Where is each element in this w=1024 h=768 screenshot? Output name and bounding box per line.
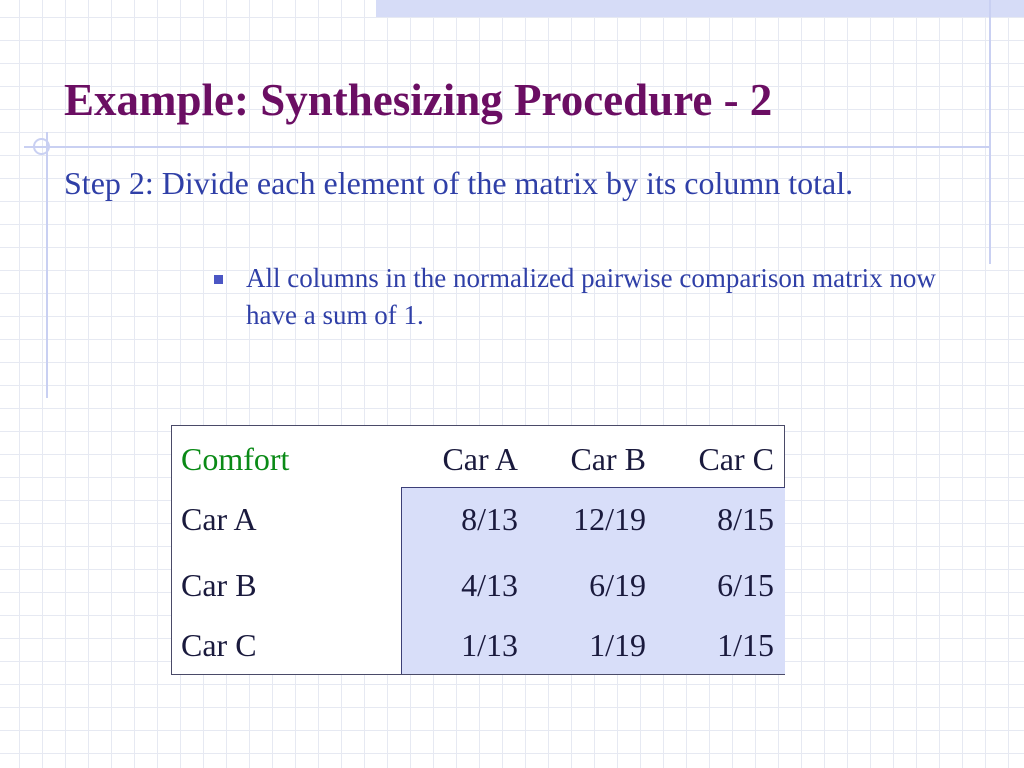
normalized-comparison-matrix (171, 425, 785, 675)
bullet-text: All columns in the normalized pairwise comparison matrix now have a sum of 1. (246, 263, 936, 330)
top-accent-bar (376, 0, 1024, 17)
column-header-car-a: Car A (442, 441, 518, 477)
bullet-point (214, 260, 974, 334)
matrix-cell: 4/13 (461, 567, 518, 603)
column-header-car-c: Car C (698, 441, 774, 477)
column-header-car-b: Car B (570, 441, 646, 477)
matrix-cell: 12/19 (573, 501, 646, 537)
row-label-car-c: Car C (181, 627, 257, 663)
matrix-cell: 8/15 (717, 501, 774, 537)
slide-title: Example: Synthesizing Procedure - 2 (64, 75, 773, 125)
step-text: Step 2: Divide each element of the matrix by its column total. (64, 165, 854, 201)
matrix-cell: 8/13 (461, 501, 518, 537)
matrix-cell: 1/15 (717, 627, 774, 663)
row-label-car-a: Car A (181, 501, 257, 537)
square-bullet-icon (214, 275, 223, 284)
matrix-cell: 6/19 (589, 567, 646, 603)
matrix-corner-label: Comfort (181, 441, 290, 477)
decorative-vertical-line-right (989, 0, 991, 264)
decorative-vertical-line-left (46, 132, 48, 398)
matrix-cell: 1/19 (589, 627, 646, 663)
matrix-cell: 6/15 (717, 567, 774, 603)
matrix-cell: 1/13 (461, 627, 518, 663)
decorative-circle-icon (33, 138, 50, 155)
decorative-horizontal-line (24, 146, 990, 148)
row-label-car-b: Car B (181, 567, 257, 603)
